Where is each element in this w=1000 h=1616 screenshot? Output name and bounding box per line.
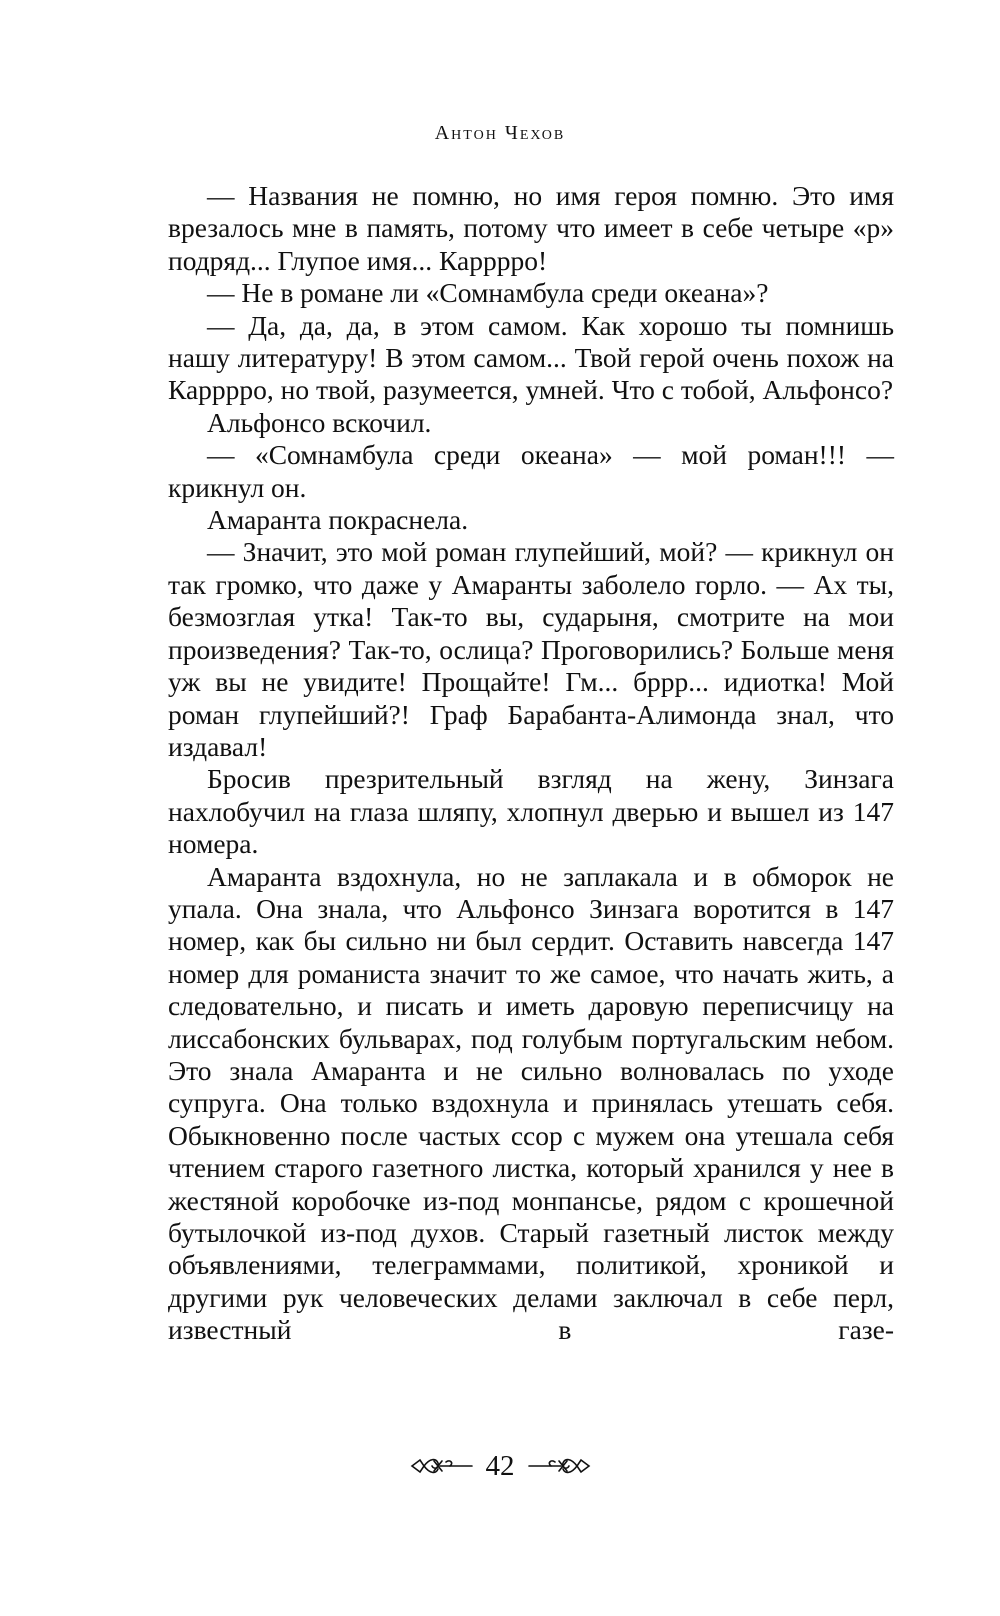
ornament-right-icon [527,1455,591,1477]
paragraph: Альфонсо вскочил. [207,406,432,438]
paragraph: Амаранта вздохнула, но не заплакала и в обморок не упала. Она знала, что Альфонсо Зинзага воротится в 147 номер, как бы сильно ни был сердит. Оставить навсегда 147 номер для романиста значит то же самое, что начать жить, а следовательно, и писать и иметь даровую переписчицу на лиссабонских бульварах, под голубым португальским небом. Это знала Амаранта и не сильно волновалась по уходе супруга. Она только вздохнула и принялась утешать себя. Обыкновенно после частых ссор с мужем она утешала себя чтением старого газетного листка, который хранился у нее в жестяной коробочке из-под монпансье, рядом с крошечной бутылочкой из-под духов. Старый газетный листок между объявлениями, телеграммами, политикой, хроникой и другими рук человеческих делами заключал в себе перл, известный в газе- [168,860,894,1346]
page-number: 42 [485,1450,515,1482]
paragraph: — Да, да, да, в этом самом. Как хорошо ты помнишь нашу литературу! В этом самом... Твой герой очень похож на Карррро, но твой, разумеется, умней. Что с тобой, Альфонсо? [168,309,894,406]
paragraph: Амаранта покраснела. [207,504,469,536]
ornament-left-icon [410,1455,474,1477]
page-body [168,180,894,1347]
paragraph: — Не в романе ли «Сомнамбула среди океана»? [207,277,769,309]
paragraph: — «Сомнамбула среди океана» — мой роман!!! — крикнул он. [168,439,894,503]
page-footer [0,1451,1000,1481]
running-head: Антон Чехов [434,122,566,144]
paragraph: — Значит, это мой роман глупейший, мой? — крикнул он так громко, что даже у Амаранты заболело горло. — Ах ты, безмозглая утка! Так-то вы, сударыня, смотрите на мои произведения? Так-то, ослица? Проговорились? Больше меня уж вы не увидите! Прощайте! Гм... бррр... идиотка! Мой роман глупейший?! Граф Барабанта-Алимонда знал, что издавал! [168,536,894,762]
paragraph: Бросив презрительный взгляд на жену, Зинзага нахлобучил на глаза шляпу, хлопнул дверью и вышел из 147 номера. [168,763,894,860]
paragraph: — Названия не помню, но имя героя помню. Это имя врезалось мне в память, потому что имеет в себе четыре «р» подряд... Глупое имя... Каррррo! [168,180,894,276]
